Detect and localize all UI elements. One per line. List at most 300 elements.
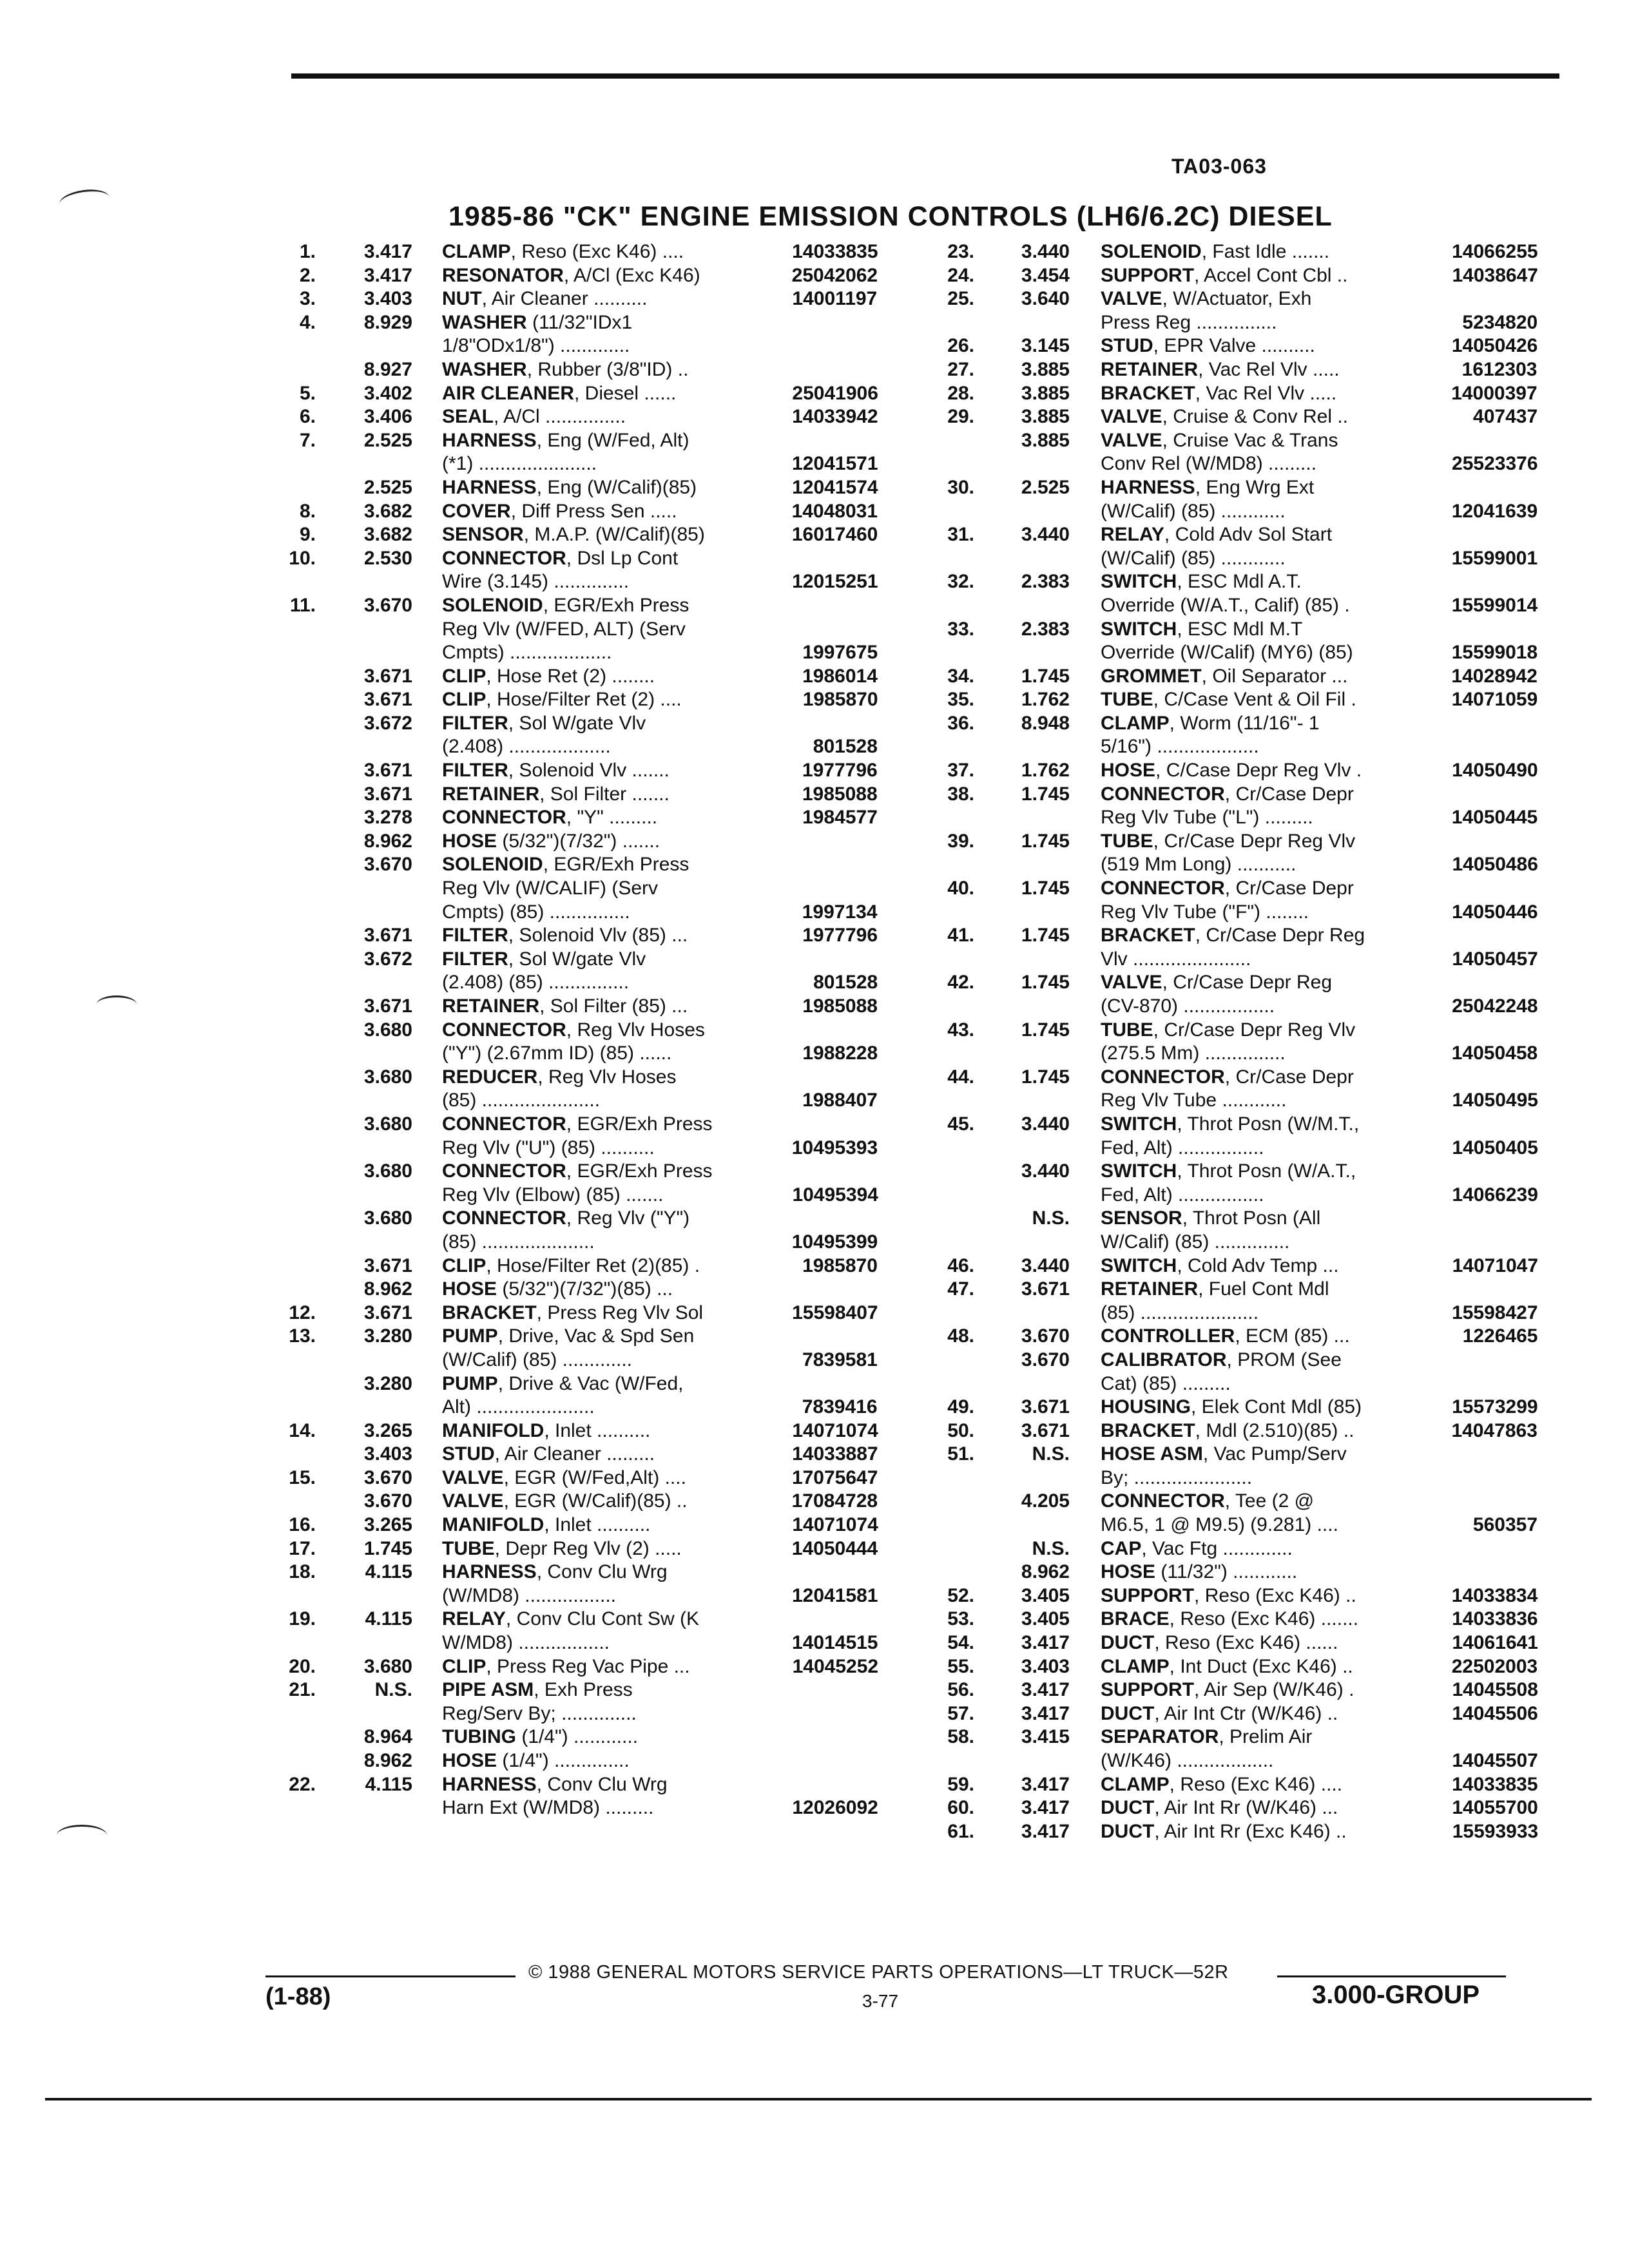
part-number: 15599001 [1451, 547, 1538, 569]
part-description [442, 948, 646, 972]
item-number: 30. [947, 476, 974, 498]
part-name: SEAL [442, 406, 494, 428]
part-description [1101, 1278, 1329, 1302]
part-number: 15599014 [1451, 594, 1538, 616]
group-number: 8.962 [1021, 1561, 1070, 1583]
group-number: 3.671 [363, 1254, 412, 1276]
part-detail: 1/8"ODx1/8") ............. [442, 335, 630, 357]
part-description [442, 759, 878, 783]
item-number: 7. [299, 429, 316, 451]
item-number: 55. [947, 1655, 974, 1677]
part-detail: , Eng (W/Calif)(85) [536, 476, 697, 498]
item-number: 34. [947, 665, 974, 687]
part-description [1101, 1066, 1354, 1090]
item-number: 27. [947, 358, 974, 380]
part-description [1101, 877, 1354, 901]
part-name: CONNECTOR [1101, 878, 1225, 899]
part-number: 14050457 [1452, 948, 1538, 970]
group-number: 3.405 [1021, 1584, 1070, 1606]
item-number: 56. [947, 1679, 974, 1701]
part-description [1101, 1561, 1297, 1584]
group-number: 1.745 [1021, 1019, 1070, 1041]
part-description [1101, 594, 1537, 618]
part-name: GROMMET [1101, 665, 1202, 687]
part-detail: Reg Vlv Tube ("L") ......... [1101, 807, 1313, 829]
part-number: 14033835 [792, 241, 878, 262]
part-description [442, 240, 878, 264]
group-number: 3.440 [1021, 1254, 1070, 1276]
item-number: 29. [947, 406, 974, 428]
item-number: 60. [947, 1797, 974, 1819]
part-number: 14050445 [1451, 807, 1538, 829]
part-description [442, 1349, 878, 1372]
part-description [442, 1019, 705, 1043]
part-description [442, 1608, 699, 1631]
item-number: 32. [947, 571, 974, 593]
item-number: 42. [947, 972, 974, 994]
part-description [442, 783, 878, 807]
part-name: AIR CLEANER [442, 382, 575, 404]
part-description [1101, 665, 1537, 689]
part-detail: Cat) (85) ......... [1101, 1372, 1231, 1394]
part-description [442, 1796, 878, 1820]
part-detail: (2.408) (85) ............... [442, 972, 630, 994]
part-name: SOLENOID [442, 854, 543, 876]
part-number: 17084728 [791, 1490, 878, 1512]
part-detail: , Tee (2 @ [1224, 1490, 1315, 1512]
item-number: 5. [299, 382, 316, 404]
part-description [1101, 853, 1538, 877]
item-number: 16. [289, 1514, 316, 1536]
part-description [442, 547, 678, 571]
group-number: 3.417 [1021, 1702, 1070, 1724]
part-name: HOSE [442, 830, 497, 852]
part-description [1101, 1254, 1538, 1278]
group-number: 3.672 [363, 948, 412, 970]
part-name: CONNECTOR [442, 1207, 566, 1229]
part-detail: , Eng Wrg Ext [1195, 476, 1315, 498]
group-number: 3.265 [363, 1514, 412, 1536]
part-detail: , Exh Press [534, 1679, 633, 1701]
part-detail: , Conv Clu Wrg [536, 1773, 668, 1795]
group-number: 3.403 [363, 1443, 412, 1465]
part-detail: , Throt Posn (W/M.T., [1177, 1113, 1360, 1135]
part-description [1101, 1160, 1356, 1184]
group-number: 3.406 [363, 406, 412, 428]
group-number: 3.885 [1021, 406, 1070, 428]
group-number: 4.115 [365, 1773, 412, 1795]
group-number: 3.417 [1021, 1679, 1070, 1701]
part-number: 15599018 [1451, 642, 1538, 664]
part-description [1101, 759, 1538, 783]
part-description [442, 1184, 878, 1207]
part-name: HOUSING [1101, 1396, 1191, 1418]
part-detail: (11/32"IDx1 [526, 311, 633, 333]
part-number: 10495393 [791, 1137, 878, 1158]
part-number: 14033836 [1452, 1608, 1538, 1630]
part-number: 560357 [1472, 1514, 1538, 1536]
group-number: 3.672 [363, 712, 412, 734]
part-description [1101, 995, 1538, 1019]
part-description [442, 452, 878, 476]
part-detail: Override (W/A.T., Calif) (85) . [1101, 594, 1350, 616]
part-description [1101, 971, 1332, 995]
part-detail: (2.408) ................... [442, 736, 611, 758]
group-number: 3.278 [363, 807, 412, 829]
part-name: MANIFOLD [442, 1419, 545, 1441]
part-number: 17075647 [791, 1466, 878, 1488]
part-detail: , C/Case Vent & Oil Fil . [1153, 689, 1356, 711]
item-number: 4. [299, 311, 316, 333]
part-description [1101, 1325, 1537, 1349]
part-detail: , Cruise Vac & Trans [1162, 429, 1338, 451]
part-name: SWITCH [1101, 1160, 1177, 1182]
part-detail: , Mdl (2.510)(85) .. [1195, 1419, 1354, 1441]
part-detail: , ECM (85) ... [1235, 1325, 1350, 1347]
part-number: 12041571 [792, 453, 878, 475]
part-name: BRACKET [1101, 382, 1195, 404]
item-number: 47. [947, 1278, 974, 1300]
part-detail: , Sol Filter (85) ... [539, 995, 688, 1017]
item-number: 11. [289, 594, 316, 616]
part-number: 14071059 [1451, 689, 1538, 711]
part-detail: , Hose/Filter Ret (2) .... [486, 689, 682, 711]
part-detail: , Vac Pump/Serv [1202, 1443, 1347, 1465]
part-description [1101, 311, 1537, 335]
revision-date: (1-88) [265, 1983, 331, 2010]
part-detail: , Vac Rel Vlv ..... [1198, 358, 1340, 380]
part-name: MANIFOLD [442, 1514, 545, 1536]
item-number: 52. [947, 1584, 974, 1606]
item-number: 58. [947, 1726, 974, 1748]
part-description [442, 382, 878, 406]
part-description [1101, 1089, 1538, 1113]
part-detail: , Reg Vlv Hoses [537, 1066, 677, 1088]
part-number: 15598407 [792, 1302, 878, 1323]
part-description [1101, 1537, 1293, 1561]
group-number: 3.280 [363, 1325, 412, 1347]
item-number: 48. [947, 1325, 974, 1347]
group-number: 2.530 [363, 547, 412, 569]
part-description [442, 1254, 878, 1278]
part-description [1101, 1631, 1538, 1655]
group-number: 3.671 [363, 689, 412, 711]
part-description [442, 405, 878, 429]
part-description [442, 1042, 878, 1066]
group-number: 3.403 [1021, 1655, 1070, 1677]
part-number: 14045508 [1452, 1679, 1538, 1701]
part-name: CONNECTOR [442, 547, 566, 569]
part-description [442, 1490, 878, 1514]
part-description [442, 1325, 694, 1349]
part-detail: , Cr/Case Depr Reg [1162, 972, 1333, 994]
part-detail: , Diff Press Sen ..... [510, 500, 677, 522]
group-number: 3.671 [363, 1302, 412, 1323]
part-detail: , Solenoid Vlv (85) ... [508, 925, 688, 947]
part-detail: , Press Reg Vlv Sol [536, 1302, 704, 1323]
part-description [442, 1207, 689, 1231]
part-detail: , EPR Valve .......... [1153, 335, 1315, 357]
part-detail: , Drive, Vac & Spd Sen [497, 1325, 695, 1347]
part-detail: , Throt Posn (All [1182, 1207, 1321, 1229]
part-name: CLIP [442, 665, 487, 687]
part-detail: , Cr/Case Depr [1224, 878, 1354, 899]
item-number: 8. [299, 500, 316, 522]
part-name: FILTER [442, 948, 508, 970]
part-detail: By; ...................... [1101, 1466, 1253, 1488]
part-detail: , EGR (W/Calif)(85) .. [503, 1490, 688, 1512]
part-name: CAP [1101, 1537, 1142, 1559]
part-detail: , Depr Reg Vlv (2) ..... [494, 1537, 682, 1559]
group-number: 3.454 [1021, 264, 1070, 286]
part-description [442, 1655, 878, 1679]
part-description [1101, 1466, 1252, 1490]
part-description [442, 901, 878, 925]
part-number: 14045507 [1452, 1750, 1538, 1771]
part-number: 12026092 [792, 1797, 878, 1819]
part-number: 14033834 [1451, 1584, 1538, 1606]
part-name: CLAMP [442, 241, 511, 262]
part-detail: , EGR/Exh Press [566, 1113, 713, 1135]
item-number: 38. [947, 783, 974, 805]
part-detail: , EGR/Exh Press [566, 1160, 713, 1182]
part-name: SWITCH [1101, 1254, 1177, 1276]
part-description [442, 1725, 638, 1749]
part-name: TUBING [442, 1726, 516, 1748]
part-number: 1988228 [802, 1043, 878, 1064]
part-number: 14055700 [1452, 1797, 1538, 1819]
part-name: NUT [442, 288, 482, 310]
group-number: 3.671 [1021, 1419, 1070, 1441]
part-detail: (85) ...................... [442, 1090, 601, 1111]
item-number: 46. [947, 1254, 974, 1276]
part-detail: , Prelim Air [1219, 1726, 1313, 1748]
margin-mark [97, 995, 137, 1013]
part-description [442, 311, 632, 335]
part-description [442, 688, 878, 712]
part-name: SEPARATOR [1101, 1726, 1219, 1748]
item-number: 43. [947, 1019, 974, 1041]
group-number: 3.440 [1021, 1160, 1070, 1182]
part-name: WASHER [442, 358, 527, 380]
group-number: 3.440 [1021, 241, 1070, 262]
part-description [1101, 1702, 1538, 1726]
item-number: 23. [947, 241, 974, 262]
item-number: 19. [289, 1608, 316, 1630]
part-description [442, 806, 878, 830]
part-number: 25042248 [1452, 995, 1538, 1017]
part-description [442, 1278, 673, 1302]
group-number: N.S. [1032, 1443, 1070, 1465]
part-description [442, 523, 878, 547]
part-detail: , Vac Rel Vlv ..... [1195, 382, 1337, 404]
part-detail: , C/Case Depr Reg Vlv . [1155, 760, 1362, 782]
margin-mark [57, 1825, 107, 1846]
part-detail: , Air Int Ctr (W/K46) .. [1154, 1702, 1338, 1724]
item-number: 45. [947, 1113, 974, 1135]
group-number: 3.671 [1021, 1278, 1070, 1300]
part-description [1101, 1184, 1538, 1207]
part-number: 25523376 [1452, 453, 1538, 475]
item-number: 15. [289, 1466, 316, 1488]
part-name: SUPPORT [1101, 264, 1195, 286]
group-number: 8.948 [1021, 712, 1070, 734]
item-number: 24. [947, 264, 974, 286]
item-number: 33. [947, 618, 974, 640]
part-detail: , Air Cleaner .......... [481, 288, 648, 310]
part-description [1101, 1725, 1312, 1749]
part-detail: , Drive & Vac (W/Fed, [497, 1372, 684, 1394]
part-number: 1997675 [802, 642, 878, 664]
part-description [442, 287, 877, 311]
part-description [1101, 924, 1365, 948]
part-detail: , Conv Clu Cont Sw (K [505, 1608, 700, 1630]
group-number: 3.670 [1021, 1349, 1070, 1370]
group-number: 3.440 [1021, 1113, 1070, 1135]
group-number: 4.115 [365, 1608, 412, 1630]
part-name: VALVE [1101, 406, 1162, 428]
group-number: 8.962 [363, 1750, 412, 1771]
part-number: 14033835 [1452, 1773, 1538, 1795]
part-description [1101, 830, 1355, 854]
part-description [442, 641, 878, 665]
part-description [442, 476, 878, 500]
part-name: BRACE [1101, 1608, 1170, 1630]
part-detail: , Cr/Case Depr [1224, 1066, 1354, 1088]
bottom-rule [45, 2098, 1592, 2100]
part-name: BRACKET [1101, 925, 1195, 947]
part-description [1101, 547, 1537, 571]
part-name: HOSE [442, 1278, 497, 1300]
group-number: 3.415 [1021, 1726, 1070, 1748]
part-number: 14048031 [791, 500, 878, 522]
part-detail: , Cr/Case Depr Reg Vlv [1153, 830, 1356, 852]
part-name: REDUCER [442, 1066, 538, 1088]
part-detail: Reg Vlv (W/CALIF) (Serv [442, 878, 659, 899]
group-number: 3.671 [363, 925, 412, 947]
group-number: 3.440 [1021, 524, 1070, 546]
part-detail: (5/32")(7/32") ....... [497, 830, 660, 852]
group-number: 3.417 [1021, 1632, 1070, 1654]
part-detail: (85) ...................... [1101, 1302, 1259, 1323]
part-detail: , Hose Ret (2) ........ [486, 665, 655, 687]
part-name: FILTER [442, 712, 508, 734]
group-number: 3.145 [1021, 335, 1070, 357]
part-number: 14045506 [1452, 1702, 1538, 1724]
part-description [442, 1584, 878, 1608]
part-detail: , Air Int Rr (Exc K46) .. [1154, 1820, 1347, 1842]
part-detail: Reg Vlv Tube ("F") ........ [1101, 901, 1309, 923]
part-number: 14033887 [792, 1443, 878, 1465]
group-number: 1.745 [1021, 972, 1070, 994]
part-detail: (*1) ...................... [442, 453, 597, 475]
part-description [1101, 1419, 1537, 1443]
item-number: 51. [947, 1443, 974, 1465]
group-number: 3.670 [363, 1466, 412, 1488]
part-number: 801528 [813, 736, 878, 758]
part-number: 14071047 [1452, 1254, 1539, 1276]
part-name: DUCT [1101, 1820, 1155, 1842]
part-number: 1977796 [802, 925, 878, 947]
part-name: CLIP [442, 1655, 487, 1677]
group-number: 3.670 [363, 1490, 412, 1512]
group-label: 3.000-GROUP [1312, 1981, 1480, 2009]
part-number: 14050446 [1452, 901, 1538, 923]
part-name: CALIBRATOR [1101, 1349, 1227, 1370]
group-number: 3.280 [363, 1372, 412, 1394]
part-number: 1985870 [802, 1254, 878, 1276]
part-detail: , Int Duct (Exc K46) .. [1169, 1655, 1353, 1677]
part-description [1101, 712, 1320, 736]
group-number: 3.680 [363, 1019, 412, 1041]
part-name: VALVE [442, 1466, 504, 1488]
part-detail: , Cr/Case Depr Reg Vlv [1153, 1019, 1356, 1041]
part-description [1101, 783, 1354, 807]
group-number: 3.402 [363, 382, 412, 404]
part-description [442, 830, 660, 854]
group-number: 1.745 [1021, 830, 1070, 852]
part-description [442, 264, 878, 288]
group-number: 4.205 [1021, 1490, 1070, 1512]
part-detail: Fed, Alt) ................ [1101, 1137, 1264, 1158]
part-detail: , Diesel ...... [574, 382, 677, 404]
part-detail: Reg Vlv ("U") (85) .......... [442, 1137, 655, 1158]
part-description [1101, 500, 1537, 524]
part-description [442, 1419, 878, 1443]
part-name: CONNECTOR [1101, 783, 1225, 805]
part-description [1101, 382, 1537, 406]
part-number: 14071074 [792, 1514, 878, 1536]
item-number: 35. [947, 689, 974, 711]
item-number: 14. [289, 1419, 316, 1441]
part-description [1101, 264, 1538, 288]
part-description [442, 735, 878, 759]
part-description [442, 1561, 668, 1584]
part-detail: , Fast Idle ....... [1201, 241, 1330, 262]
part-number: 7839581 [802, 1349, 878, 1370]
group-number: 1.762 [1021, 689, 1070, 711]
part-detail: Reg Vlv (Elbow) (85) ....... [442, 1184, 664, 1206]
part-description [442, 877, 658, 901]
part-description [442, 1066, 676, 1090]
part-description [1101, 452, 1538, 476]
item-number: 3. [299, 288, 316, 310]
part-description [1101, 641, 1537, 665]
part-name: SOLENOID [442, 594, 543, 616]
item-number: 9. [299, 524, 316, 546]
part-number: 14000397 [1451, 382, 1537, 404]
part-detail: , Reso (Exc K46) .. [1194, 1584, 1356, 1606]
part-number: 14050495 [1452, 1090, 1538, 1111]
part-name: SWITCH [1101, 618, 1177, 640]
part-number: 1226465 [1462, 1325, 1538, 1347]
part-detail: , Inlet .......... [544, 1419, 651, 1441]
group-number: 3.417 [1021, 1797, 1070, 1819]
top-rule [291, 73, 1559, 79]
part-detail: , Reso (Exc K46) .... [510, 241, 684, 262]
group-number: 3.885 [1021, 429, 1070, 451]
part-detail: , Rubber (3/8"ID) .. [526, 358, 689, 380]
item-number: 40. [947, 878, 974, 899]
part-number: 14047863 [1451, 1419, 1537, 1441]
part-detail: , Elek Cont Mdl (85) [1191, 1396, 1362, 1418]
part-number: 10495399 [791, 1231, 878, 1253]
part-detail: ("Y") (2.67mm ID) (85) ...... [442, 1043, 672, 1064]
part-number: 1984577 [802, 807, 878, 829]
part-name: CLAMP [1101, 1773, 1170, 1795]
part-name: DUCT [1101, 1797, 1155, 1819]
part-description [1101, 1608, 1538, 1631]
